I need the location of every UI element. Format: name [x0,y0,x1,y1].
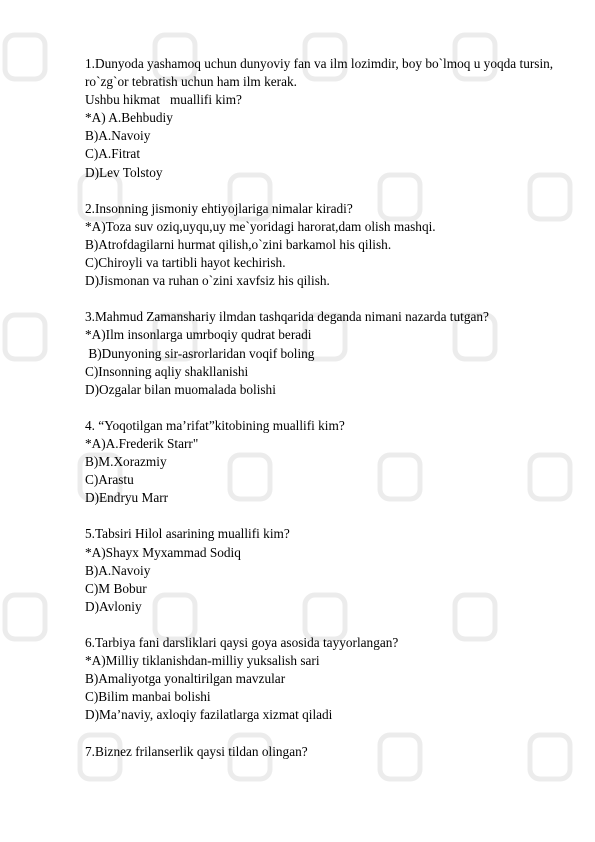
answer-option: D)Endryu Marr [85,490,169,506]
answer-option: B)Dunyoning sir-asrorlaridan voqif boling [85,345,315,361]
question-block-2 [85,200,585,290]
answer-option: D)Avloniy [85,598,142,614]
answer-option: C)Bilim manbai bolishi [85,689,211,705]
answer-option: D)Jismonan va ruhan o`zini xavfsiz his qilish. [85,273,330,289]
question-block-3 [85,308,585,398]
answer-option: D)Ozgalar bilan muomalada bolishi [85,381,276,397]
answer-option: B)A.Navoiy [85,128,151,144]
question-text: 7.Biznez frilanserlik qaysi tildan olingan? [85,743,308,759]
question-text: 6.Tarbiya fani darsliklari qaysi goya asosida tayyorlangan? [85,635,399,650]
answer-option: *A) A.Behbudiy [85,110,173,126]
question-text-line2: Ushbu hikmat muallifi kim? [85,92,242,108]
answer-option: B)Atrofdagilarni hurmat qilish,o`zini barkamol his qilish. [85,236,392,252]
answer-option: B)M.Xorazmiy [85,454,167,470]
answer-option: *A)Shayx Myxammad Sodiq [85,544,241,560]
answer-option: *A)Ilm insonlarga umrboqiy qudrat beradi [85,327,312,343]
question-block-1 [85,55,585,182]
question-text: 4. “Yoqotilgan ma’rifat”kitobining muallifi kim? [85,417,345,433]
answer-option: *A)A.Frederik Starr" [85,435,199,451]
answer-option: *A)Toza suv oziq,uyqu,uy me`yoridagi harorat,dam olish mashqi. [85,218,436,234]
answer-option: C)M Bobur [85,580,147,596]
quiz-document [85,55,585,779]
question-text: 5.Tabsiri Hilol asarining muallifi kim? [85,526,290,542]
question-text: 2.Insonning jismoniy ehtiyojlariga nimalar kiradi? [85,200,353,216]
answer-option: C)A.Fitrat [85,146,141,162]
answer-option: B)Amaliyotga yonaltirilgan mavzular [85,671,286,687]
question-text: 3.Mahmud Zamanshariy ilmdan tashqarida deganda nimani nazarda tutgan? [85,309,489,325]
question-text: 1.Dunyoda yashamoq uchun dunyoviy fan va ilm lozimdir, boy bo`lmoq u yoqda tursin, ro`zg`or tebratish uchun ham ilm kerak. [85,56,554,90]
answer-option: B)A.Navoiy [85,562,151,578]
question-block-7 [85,743,585,761]
question-block-4 [85,417,585,507]
question-block-5 [85,525,585,615]
answer-option: *A)Milliy tiklanishdan-milliy yuksalish sari [85,653,320,669]
answer-option: C)Insonning aqliy shakllanishi [85,363,249,379]
answer-option: D)Ma’naviy, axloqiy fazilatlarga xizmat qiladi [85,707,333,723]
answer-option: C)Chiroyli va tartibli hayot kechirish. [85,255,286,271]
answer-option: C)Arastu [85,472,134,488]
answer-option: D)Lev Tolstoy [85,164,163,180]
question-block-6 [85,634,585,724]
